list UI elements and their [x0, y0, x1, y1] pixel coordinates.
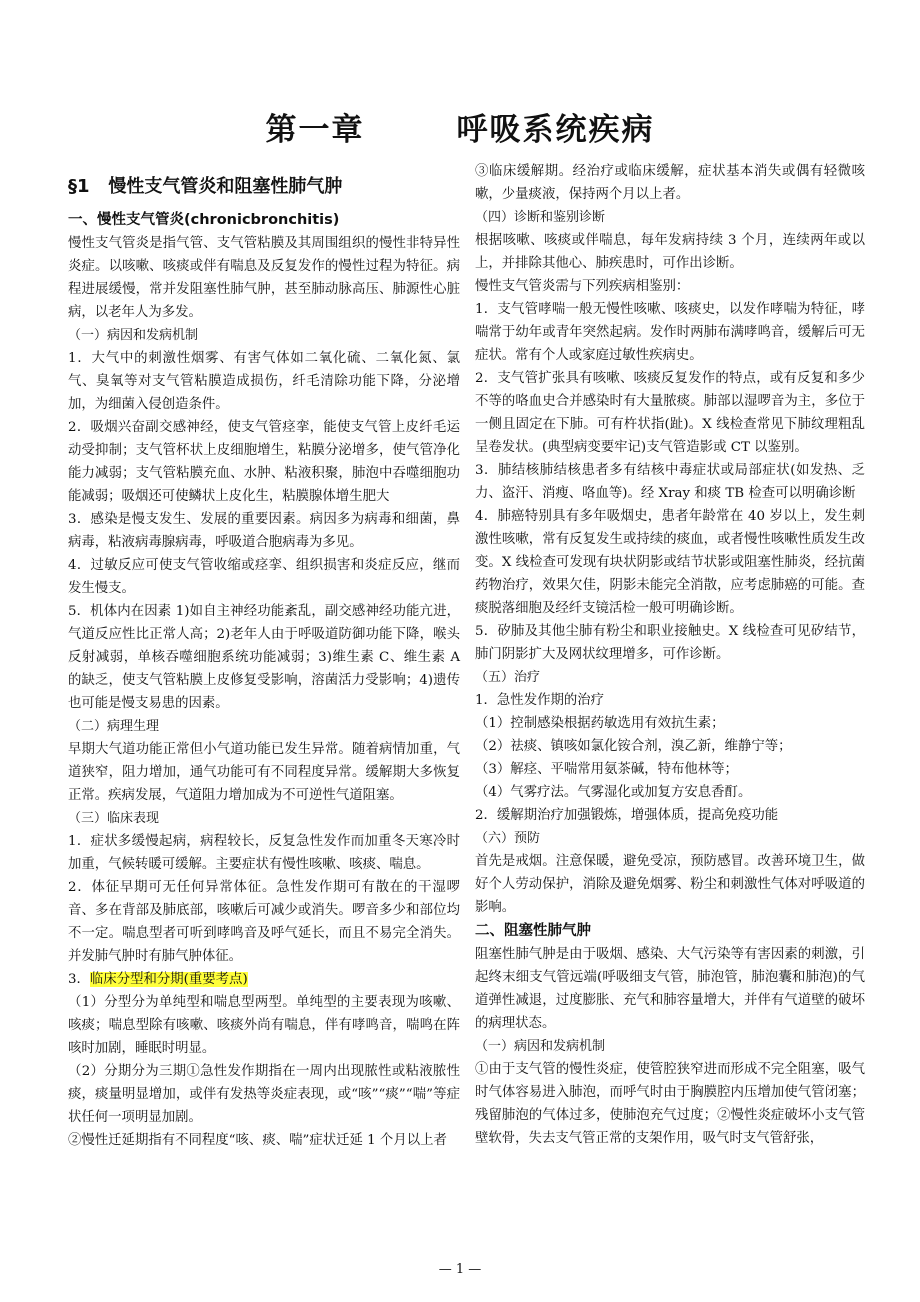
paragraph: 1．支气管哮喘一般无慢性咳嗽、咳痰史，以发作哮喘为特征，哮喘常于幼年或青年突然起病。发作时两肺布满哮鸣音，缓解后可无症状。常有个人或家庭过敏性疾病史。 — [475, 302, 865, 363]
highlighted-text: 临床分型和分期(重要考点) — [89, 972, 248, 987]
left-column — [68, 170, 460, 1152]
paragraph: ③临床缓解期。经治疗或临床缓解，症状基本消失或偶有轻微咳嗽，少量痰液，保持两个月以上者。 — [475, 164, 865, 202]
paragraph: 慢性支气管炎需与下列疾病相鉴别： — [475, 279, 690, 294]
right-body — [475, 160, 865, 1150]
right-column — [475, 160, 865, 1150]
paragraph: 2．缓解期治疗加强锻炼，增强体质，提高免疫功能 — [475, 808, 779, 823]
paragraph: （2）祛痰、镇咳如氯化铵合剂，溴乙新，维静宁等； — [475, 739, 792, 754]
subheading: （一）病因和发病机制 — [68, 328, 199, 343]
paragraph: （2）分期分为三期①急性发作期指在一周内出现脓性或粘液脓性痰，痰量明显增加，或伴有发热等炎症表现，或“咳”“痰”“喘”等症状任何一项明显加剧。 — [68, 1064, 460, 1125]
paragraph: 早期大气道功能正常但小气道功能已发生异常。随着病情加重，气道狭窄，阻力增加，通气功能可有不同程度异常。缓解期大多恢复正常。疾病发展，气道阻力增加成为不可逆性气道阻塞。 — [68, 742, 460, 803]
paragraph: （4）气雾疗法。气雾湿化或加复方安息香酊。 — [475, 785, 752, 800]
paragraph: 慢性支气管炎是指气管、支气管粘膜及其周围组织的慢性非特异性炎症。以咳嗽、咳痰或伴有喘息及反复发作的慢性过程为特征。病程进展缓慢，常并发阻塞性肺气肿，甚至肺动脉高压、肺源性心脏病，以老年人为多发。 — [68, 236, 460, 320]
paragraph: 1．症状多缓慢起病，病程较长，反复急性发作而加重冬天寒冷时加重，气候转暖可缓解。主要症状有慢性咳嗽、咳痰、喘息。 — [68, 834, 460, 872]
subheading: （六）预防 — [475, 831, 541, 846]
heading: 一、慢性支气管炎(chronicbronchitis) — [68, 212, 340, 228]
paragraph: 1．急性发作期的治疗 — [475, 693, 605, 708]
left-body — [68, 208, 460, 1152]
subheading: （三）临床表现 — [68, 811, 160, 826]
paragraph: 阻塞性肺气肿是由于吸烟、感染、大气污染等有害因素的刺激，引起终末细支气管远端(呼吸细支气管，肺泡管，肺泡囊和肺泡)的气道弹性减退，过度膨胀、充气和肺容量增大，并伴有气道壁的破坏的病理状态。 — [475, 947, 865, 1031]
paragraph: 首先是戒烟。注意保暖，避免受凉，预防感冒。改善环境卫生，做好个人劳动保护，消除及避免烟雾、粉尘和刺激性气体对呼吸道的影响。 — [475, 854, 865, 915]
item-number: 3． — [68, 972, 90, 987]
heading: 二、阻塞性肺气肿 — [475, 923, 591, 939]
chapter-title — [0, 104, 920, 149]
paragraph: ②慢性迁延期指有不同程度“咳、痰、喘”症状迁延 1 个月以上者 — [68, 1133, 447, 1148]
paragraph: 4．肺癌特别具有多年吸烟史，患者年龄常在 40 岁以上，发生刺激性咳嗽，常有反复发生或持续的痰血，或者慢性咳嗽性质发生改变。X 线检查可发现有块状阴影或结节状影或阻塞性肺炎，经抗菌药物治疗，效果欠佳，阴影未能完全消散，应考虑肺癌的可能。查痰脱落细胞及经纤支镜活检一般可明确诊断。 — [475, 509, 865, 616]
subheading: （一）病因和发病机制 — [475, 1039, 606, 1054]
section-name: 慢性支气管炎和阻塞性肺气肿 — [108, 176, 343, 197]
paragraph: 4．过敏反应可使支气管收缩或痉挛、组织损害和炎症反应，继而发生慢支。 — [68, 558, 460, 596]
paragraph: 1．大气中的刺激性烟雾、有害气体如二氧化硫、二氧化氮、氯气、臭氧等对支气管粘膜造成损伤，纤毛清除功能下降，分泌增加，为细菌入侵创造条件。 — [68, 351, 460, 412]
paragraph: 3．感染是慢支发生、发展的重要因素。病因多为病毒和细菌，鼻病毒，粘液病毒腺病毒，呼吸道合胞病毒为多见。 — [68, 512, 460, 550]
paragraph: ①由于支气管的慢性炎症，使管腔狭窄进而形成不完全阻塞，吸气时气体容易进入肺泡，而呼气时由于胸膜腔内压增加使气管闭塞；残留肺泡的气体过多，使肺泡充气过度；②慢性炎症破坏小支气管壁软骨，失去支气管正常的支架作用，吸气时支气管舒张， — [475, 1062, 865, 1146]
paragraph: （3）解痉、平喘常用氨茶碱，特布他林等； — [475, 762, 738, 777]
paragraph: 2．支气管扩张具有咳嗽、咳痰反复发作的特点，或有反复和多少不等的咯血史合并感染时有大量脓痰。肺部以湿啰音为主，多位于一侧且固定在下肺。可有杵状指(趾)。X 线检查常见下肺纹理粗乱呈卷发状。(典型病变要牢记)支气管造影或 CT 以鉴别。 — [475, 371, 865, 455]
subheading: （四）诊断和鉴别诊断 — [475, 210, 606, 225]
paragraph: 2．吸烟兴奋副交感神经，使支气管痉挛，能使支气管上皮纤毛运动受抑制；支气管杯状上皮细胞增生，粘膜分泌增多，使气管净化能力减弱；支气管粘膜充血、水肿、粘液积聚，肺泡中吞噬细胞功能减弱；吸烟还可使鳞状上皮化生，粘膜腺体增生肥大 — [68, 420, 460, 504]
page-number: — 1 — — [438, 1262, 482, 1277]
chapter-name: 呼吸系统疾病 — [456, 112, 655, 148]
paragraph: 5．矽肺及其他尘肺有粉尘和职业接触史。X 线检查可见矽结节，肺门阴影扩大及网状纹理增多，可作诊断。 — [475, 624, 865, 662]
paragraph: 3．肺结核肺结核患者多有结核中毒症状或局部症状(如发热、乏力、盗汗、消瘦、咯血等)。经 Xray 和痰 TB 检查可以明确诊断 — [475, 463, 865, 501]
paragraph: （1）分型分为单纯型和喘息型两型。单纯型的主要表现为咳嗽、咳痰；喘息型除有咳嗽、咳痰外尚有喘息，伴有哮鸣音，喘鸣在阵咳时加剧，睡眠时明显。 — [68, 995, 460, 1056]
subheading: （五）治疗 — [475, 670, 541, 685]
section-title — [68, 170, 460, 204]
section-number: §1 — [68, 176, 90, 197]
paragraph: 根据咳嗽、咳痰或伴喘息，每年发病持续 3 个月，连续两年或以上，并排除其他心、肺疾患时，可作出诊断。 — [475, 233, 865, 271]
paragraph — [68, 968, 460, 991]
chapter-label: 第一章 — [265, 112, 365, 148]
paragraph: 2．体征早期可无任何异常体征。急性发作期可有散在的干湿啰音、多在背部及肺底部，咳嗽后可减少或消失。啰音多少和部位均不一定。喘息型者可听到哮鸣音及呼气延长，而且不易完全消失。并发肺气肿时有肺气肿体征。 — [68, 880, 460, 964]
paragraph: 5．机体内在因素 1)如自主神经功能紊乱，副交感神经功能亢进，气道反应性比正常人高；2)老年人由于呼吸道防御功能下降，喉头反射减弱，单核吞噬细胞系统功能减弱；3)维生素 C、维生素 A 的缺乏，使支气管粘膜上皮修复受影响，溶菌活力受影响；4)遗传也可能是慢支易患的因素。 — [68, 604, 460, 711]
subheading: （二）病理生理 — [68, 719, 160, 734]
paragraph: （1）控制感染根据药敏选用有效抗生素； — [475, 716, 725, 731]
